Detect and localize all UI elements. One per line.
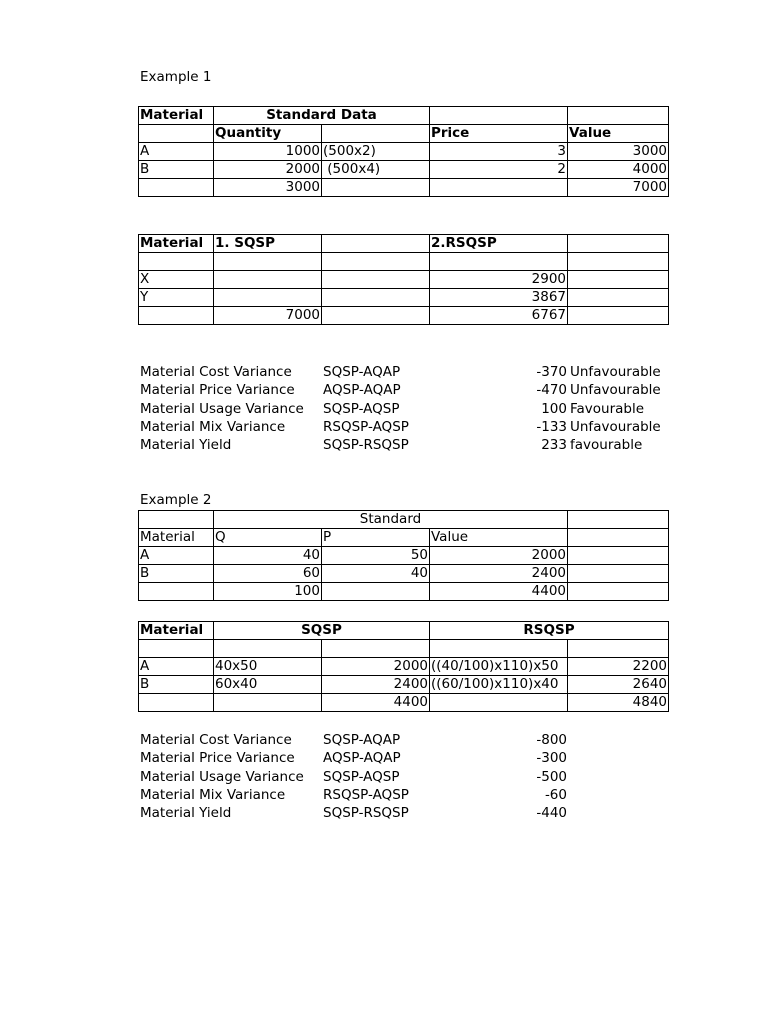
table-header-cell: 2.RSQSP — [430, 235, 568, 253]
table-total-row — [139, 307, 669, 325]
table-cell: 40 — [322, 565, 430, 583]
table-header-cell: P — [322, 529, 430, 547]
table-row — [139, 547, 669, 565]
variance-formula: SQSP-AQSP — [323, 768, 400, 785]
table-cell — [139, 179, 214, 197]
variance-name: Material Price Variance — [140, 750, 295, 767]
variance-value: -133 — [536, 418, 567, 435]
table-header-cell — [430, 107, 568, 125]
table-header-cell — [568, 529, 669, 547]
table-cell — [322, 583, 430, 601]
table-header-cell — [568, 511, 669, 529]
variance-row — [140, 786, 670, 804]
table-cell: 60 — [214, 565, 322, 583]
table-header-cell: Standard — [214, 511, 568, 529]
table-cell — [214, 694, 322, 712]
table-cell — [214, 253, 322, 271]
table-cell: 2000 — [430, 547, 568, 565]
variance-formula: SQSP-RSQSP — [323, 437, 409, 454]
table-header-cell — [322, 235, 430, 253]
variance-name: Material Usage Variance — [140, 768, 304, 785]
variance-value: -60 — [544, 786, 567, 803]
table-cell — [322, 253, 430, 271]
variance-name: Material Mix Variance — [140, 418, 286, 435]
example-2-standard-table — [138, 510, 669, 601]
table-header-cell: Q — [214, 529, 322, 547]
table-cell: 4400 — [430, 583, 568, 601]
table-cell — [322, 271, 430, 289]
variance-name: Material Usage Variance — [140, 400, 304, 417]
table-header-cell: Price — [430, 125, 568, 143]
table-header-cell: Material — [139, 529, 214, 547]
variance-remark: Favourable — [570, 400, 645, 417]
variance-formula: SQSP-RSQSP — [323, 805, 409, 822]
variance-row — [140, 418, 670, 436]
table-cell: A — [139, 547, 214, 565]
table-cell — [430, 179, 568, 197]
table-total-row — [139, 583, 669, 601]
table-cell: 4840 — [568, 694, 669, 712]
variance-formula: AQSP-AQAP — [323, 382, 401, 399]
example-1-title: Example 1 — [140, 69, 212, 85]
table-cell — [568, 583, 669, 601]
table-cell: 100 — [214, 583, 322, 601]
table-header-row — [139, 125, 669, 143]
table-cell — [322, 289, 430, 307]
table-header-cell: Value — [568, 125, 669, 143]
variance-remark: Unfavourable — [570, 364, 661, 380]
table-cell: 3000 — [568, 143, 669, 161]
table-cell — [139, 253, 214, 271]
variance-row — [140, 768, 670, 786]
table-cell: 2900 — [430, 271, 568, 289]
table-cell: A — [139, 143, 214, 161]
variance-formula: SQSP-AQAP — [323, 364, 401, 380]
table-cell: 2400 — [430, 565, 568, 583]
table-cell: 3867 — [430, 289, 568, 307]
example-2-title: Example 2 — [140, 492, 212, 508]
variance-name: Material Cost Variance — [140, 364, 292, 380]
variance-row — [140, 749, 670, 767]
table-cell: 2 — [430, 161, 568, 179]
table-cell — [568, 271, 669, 289]
table-cell: 2400 — [322, 676, 430, 694]
table-cell — [430, 640, 568, 658]
table-row — [139, 658, 669, 676]
table-cell — [568, 253, 669, 271]
variance-value: -370 — [536, 364, 567, 380]
table-cell: 7000 — [568, 179, 669, 197]
table-header-cell: Standard Data — [214, 107, 430, 125]
table-cell — [430, 694, 568, 712]
table-header-row — [139, 235, 669, 253]
variance-name: Material Cost Variance — [140, 732, 292, 748]
table-header-cell: RSQSP — [430, 622, 669, 640]
table-cell — [568, 640, 669, 658]
variance-name: Material Mix Variance — [140, 786, 286, 803]
table-cell — [322, 179, 430, 197]
variance-row — [140, 731, 670, 749]
table-cell — [568, 289, 669, 307]
table-cell — [139, 583, 214, 601]
table-header-cell — [568, 107, 669, 125]
variance-row — [140, 381, 670, 399]
table-row — [139, 676, 669, 694]
table-header-cell — [322, 125, 430, 143]
table-header-cell: Material — [139, 235, 214, 253]
table-cell: 3000 — [214, 179, 322, 197]
table-row — [139, 143, 669, 161]
table-cell: 3 — [430, 143, 568, 161]
table-cell — [139, 694, 214, 712]
table-cell — [214, 640, 322, 658]
table-cell: 2000 — [214, 161, 322, 179]
variance-name: Material Yield — [140, 805, 232, 822]
table-cell: 50 — [322, 547, 430, 565]
table-header-cell: Quantity — [214, 125, 322, 143]
table-cell: 4000 — [568, 161, 669, 179]
variance-formula: RSQSP-AQSP — [323, 786, 409, 803]
table-cell: 6767 — [430, 307, 568, 325]
table-cell: ((40/100)x110)x50 — [430, 658, 568, 676]
table-cell — [322, 307, 430, 325]
table-cell: B — [139, 565, 214, 583]
table-cell: ((60/100)x110)x40 — [430, 676, 568, 694]
table-cell: 60x40 — [214, 676, 322, 694]
table-header-cell: Material — [139, 622, 214, 640]
table-header-cell — [568, 235, 669, 253]
table-header-cell: 1. SQSP — [214, 235, 322, 253]
table-cell — [430, 253, 568, 271]
variance-row — [140, 804, 670, 822]
table-cell: 2640 — [568, 676, 669, 694]
example-1-standard-table — [138, 106, 669, 197]
variance-formula: RSQSP-AQSP — [323, 418, 409, 435]
table-cell — [214, 271, 322, 289]
table-row — [139, 289, 669, 307]
table-header-cell: SQSP — [214, 622, 430, 640]
table-cell — [139, 307, 214, 325]
table-cell — [322, 640, 430, 658]
example-1-variance-list — [140, 363, 670, 454]
table-row — [139, 640, 669, 658]
table-header-row — [139, 622, 669, 640]
variance-value: -470 — [536, 382, 567, 399]
example-2-sqsp-table — [138, 621, 669, 712]
table-header-cell: Material — [139, 107, 214, 125]
table-cell — [214, 289, 322, 307]
table-header-row — [139, 529, 669, 547]
variance-value: -440 — [536, 805, 567, 822]
table-cell: X — [139, 271, 214, 289]
variance-formula: SQSP-AQSP — [323, 400, 400, 417]
table-row — [139, 253, 669, 271]
table-cell — [568, 547, 669, 565]
variance-value: 233 — [541, 437, 567, 454]
table-total-row — [139, 694, 669, 712]
table-header-cell: Value — [430, 529, 568, 547]
table-cell: 4400 — [322, 694, 430, 712]
variance-value: -800 — [536, 732, 567, 748]
table-cell: (500x4) — [322, 161, 430, 179]
table-total-row — [139, 179, 669, 197]
table-cell: 2200 — [568, 658, 669, 676]
table-cell: (500x2) — [322, 143, 430, 161]
table-header-row — [139, 107, 669, 125]
variance-remark: favourable — [570, 437, 643, 454]
table-header-cell — [139, 125, 214, 143]
variance-row — [140, 436, 670, 454]
table-cell: B — [139, 676, 214, 694]
variance-name: Material Price Variance — [140, 382, 295, 399]
variance-value: 100 — [541, 400, 567, 417]
example-2-variance-list — [140, 731, 670, 822]
table-cell — [139, 640, 214, 658]
variance-name: Material Yield — [140, 437, 232, 454]
table-cell: 40 — [214, 547, 322, 565]
variance-remark: Unfavourable — [570, 418, 661, 435]
table-header-row — [139, 511, 669, 529]
table-header-cell — [139, 511, 214, 529]
variance-row — [140, 363, 670, 381]
table-cell — [568, 565, 669, 583]
variance-formula: AQSP-AQAP — [323, 750, 401, 767]
table-cell: 2000 — [322, 658, 430, 676]
variance-formula: SQSP-AQAP — [323, 732, 401, 748]
table-row — [139, 161, 669, 179]
variance-remark: Unfavourable — [570, 382, 661, 399]
table-cell — [568, 307, 669, 325]
table-row — [139, 565, 669, 583]
variance-value: -500 — [536, 768, 567, 785]
variance-row — [140, 400, 670, 418]
table-cell: A — [139, 658, 214, 676]
table-cell: Y — [139, 289, 214, 307]
table-row — [139, 271, 669, 289]
table-cell: 1000 — [214, 143, 322, 161]
table-cell: 7000 — [214, 307, 322, 325]
table-cell: B — [139, 161, 214, 179]
variance-value: -300 — [536, 750, 567, 767]
example-1-sqsp-table — [138, 234, 669, 325]
table-cell: 40x50 — [214, 658, 322, 676]
